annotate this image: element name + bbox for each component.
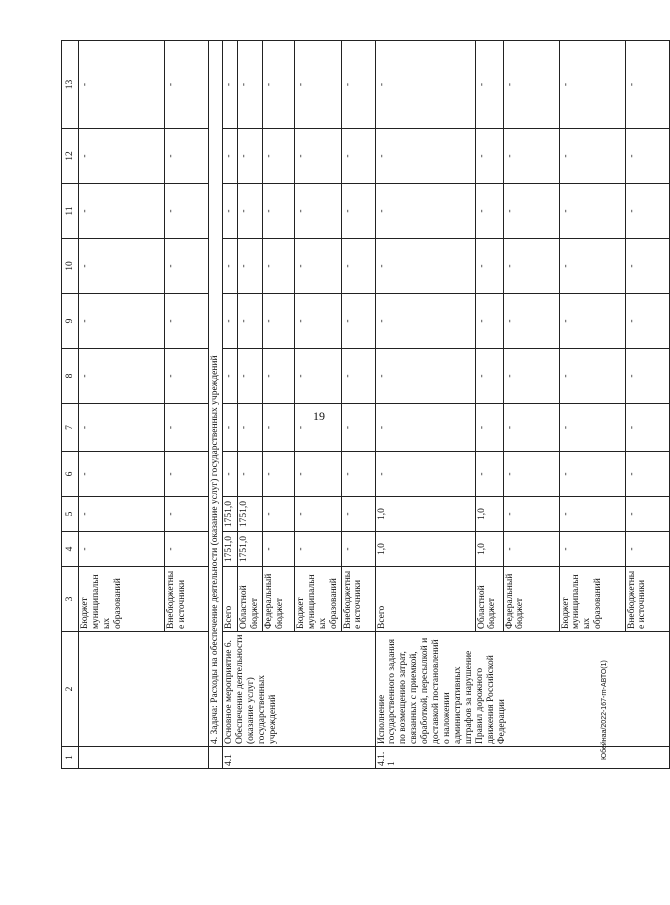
value-cell: - — [625, 404, 669, 452]
value-cell: - — [165, 452, 209, 497]
value-cell: - — [375, 452, 475, 497]
value-cell: - — [262, 452, 294, 497]
value-cell: - — [503, 239, 559, 294]
value-cell: - — [375, 294, 475, 349]
value-cell: 1751,0 — [238, 532, 263, 567]
funding-source: Областной бюджет — [238, 567, 263, 632]
value-cell: - — [165, 184, 209, 239]
value-cell: - — [238, 349, 263, 404]
value-cell: - — [475, 239, 503, 294]
value-cell: - — [79, 239, 165, 294]
value-cell: 1751,0 — [223, 532, 238, 567]
value-cell: - — [503, 404, 559, 452]
row-number-cell — [79, 747, 209, 769]
value-cell: - — [294, 41, 341, 129]
value-cell: - — [294, 349, 341, 404]
funding-source: Внебюджетные источники — [165, 567, 209, 632]
value-cell: - — [503, 349, 559, 404]
document-code: Юбейнаа/2022-167-гп-АВТО(1) — [601, 660, 608, 760]
value-cell: - — [165, 239, 209, 294]
value-cell: - — [341, 349, 375, 404]
value-cell: 1751,0 — [238, 497, 263, 532]
col-header: 3 — [62, 567, 79, 632]
col-header: 6 — [62, 452, 79, 497]
value-cell: - — [294, 184, 341, 239]
value-cell: - — [294, 129, 341, 184]
value-cell: - — [559, 404, 625, 452]
funding-source: Бюджет муниципальных образований — [559, 567, 625, 632]
value-cell: - — [475, 452, 503, 497]
funding-source: Всего — [375, 567, 475, 632]
funding-source: Федеральный бюджет — [262, 567, 294, 632]
value-cell: - — [223, 404, 238, 452]
funding-source: Бюджет муниципальных образований — [294, 567, 341, 632]
value-cell: - — [375, 41, 475, 129]
value-cell: - — [238, 452, 263, 497]
value-cell: 1,0 — [475, 532, 503, 567]
funding-source: Федеральный бюджет — [503, 567, 559, 632]
value-cell: - — [475, 184, 503, 239]
value-cell: - — [559, 497, 625, 532]
value-cell: - — [262, 294, 294, 349]
value-cell: - — [559, 349, 625, 404]
value-cell: - — [625, 184, 669, 239]
col-header: 9 — [62, 294, 79, 349]
value-cell: - — [79, 41, 165, 129]
value-cell: - — [79, 294, 165, 349]
value-cell: - — [165, 532, 209, 567]
col-header: 13 — [62, 41, 79, 129]
value-cell: - — [341, 41, 375, 129]
value-cell: - — [223, 129, 238, 184]
value-cell: - — [238, 404, 263, 452]
value-cell: - — [559, 532, 625, 567]
value-cell: - — [503, 532, 559, 567]
budget-table — [61, 40, 670, 769]
value-cell: - — [559, 41, 625, 129]
value-cell: - — [375, 129, 475, 184]
value-cell: - — [625, 532, 669, 567]
col-header: 8 — [62, 349, 79, 404]
value-cell: - — [559, 129, 625, 184]
funding-source: Бюджет муниципальных образований — [79, 567, 165, 632]
funding-source: Всего — [223, 567, 238, 632]
col-header: 1 — [62, 747, 79, 769]
value-cell: - — [223, 239, 238, 294]
col-header: 12 — [62, 129, 79, 184]
value-cell: - — [294, 497, 341, 532]
table-row — [223, 41, 238, 769]
value-cell: - — [625, 294, 669, 349]
value-cell: - — [294, 294, 341, 349]
value-cell: 1751,0 — [223, 497, 238, 532]
measure-name-cell — [79, 632, 209, 747]
col-header: 5 — [62, 497, 79, 532]
value-cell: - — [262, 129, 294, 184]
funding-source: Внебюджетные источники — [625, 567, 669, 632]
value-cell: - — [503, 41, 559, 129]
value-cell: - — [79, 129, 165, 184]
value-cell: - — [165, 497, 209, 532]
value-cell: - — [475, 404, 503, 452]
value-cell: - — [341, 184, 375, 239]
value-cell: - — [262, 349, 294, 404]
value-cell: - — [223, 349, 238, 404]
measure-name: Исполнение государственного задания по возмещению затрат, связанных с приемкой, обработкой, пересылкой и доставкой постановлений о наложении административных штрафов за нарушение Правил дорожного движения Российской Федерации — [375, 632, 669, 747]
value-cell: - — [341, 129, 375, 184]
value-cell: - — [503, 184, 559, 239]
value-cell: - — [223, 41, 238, 129]
value-cell: - — [559, 294, 625, 349]
value-cell: - — [262, 532, 294, 567]
value-cell: - — [262, 41, 294, 129]
task-title: 4. Задача: Расходы на обеспечение деятельности (оказание услуг) государственных учреждений — [209, 41, 223, 747]
value-cell: - — [375, 404, 475, 452]
col-header: 7 — [62, 404, 79, 452]
value-cell: - — [238, 239, 263, 294]
table-row — [375, 41, 475, 769]
value-cell: - — [375, 184, 475, 239]
value-cell: - — [165, 129, 209, 184]
value-cell: - — [475, 349, 503, 404]
value-cell: - — [238, 41, 263, 129]
value-cell: - — [262, 404, 294, 452]
value-cell: - — [262, 497, 294, 532]
funding-source: Областной бюджет — [475, 567, 503, 632]
value-cell: - — [294, 239, 341, 294]
value-cell: - — [165, 41, 209, 129]
value-cell: - — [238, 184, 263, 239]
value-cell: - — [625, 497, 669, 532]
col-header: 2 — [62, 632, 79, 747]
value-cell: - — [625, 41, 669, 129]
value-cell: - — [79, 349, 165, 404]
value-cell: - — [503, 294, 559, 349]
value-cell: - — [475, 41, 503, 129]
value-cell: - — [341, 239, 375, 294]
value-cell: - — [625, 452, 669, 497]
value-cell: - — [475, 294, 503, 349]
value-cell: - — [625, 239, 669, 294]
value-cell: - — [79, 497, 165, 532]
value-cell: - — [294, 452, 341, 497]
value-cell: - — [341, 404, 375, 452]
funding-source: Внебюджетные источники — [341, 567, 375, 632]
value-cell: - — [262, 239, 294, 294]
col-header: 11 — [62, 184, 79, 239]
value-cell: - — [559, 184, 625, 239]
value-cell: - — [165, 404, 209, 452]
value-cell: - — [503, 129, 559, 184]
value-cell: - — [79, 184, 165, 239]
value-cell: - — [341, 452, 375, 497]
value-cell: - — [625, 349, 669, 404]
value-cell: - — [165, 294, 209, 349]
col-header: 4 — [62, 532, 79, 567]
value-cell: - — [559, 239, 625, 294]
value-cell: - — [294, 404, 341, 452]
task-row — [209, 41, 223, 769]
value-cell: - — [475, 129, 503, 184]
value-cell: - — [503, 497, 559, 532]
value-cell: - — [262, 184, 294, 239]
value-cell: 1,0 — [375, 532, 475, 567]
table-row — [79, 41, 165, 769]
value-cell: - — [79, 404, 165, 452]
value-cell: 1,0 — [375, 497, 475, 532]
col-header: 10 — [62, 239, 79, 294]
value-cell: - — [79, 532, 165, 567]
measure-name: Основное мероприятие 6. Обеспечение деятельности (оказание услуг) государственных учреждений — [223, 632, 376, 747]
value-cell: - — [223, 452, 238, 497]
value-cell: - — [341, 497, 375, 532]
header-row — [62, 41, 79, 769]
task-cell — [209, 747, 223, 769]
value-cell: - — [238, 294, 263, 349]
value-cell: - — [165, 349, 209, 404]
row-number: 4.1.1 — [375, 747, 669, 769]
value-cell: - — [341, 294, 375, 349]
value-cell: - — [559, 452, 625, 497]
value-cell: - — [375, 349, 475, 404]
row-number: 4.1 — [223, 747, 376, 769]
value-cell: - — [503, 452, 559, 497]
value-cell: - — [238, 129, 263, 184]
value-cell: - — [223, 184, 238, 239]
value-cell: - — [79, 452, 165, 497]
value-cell: - — [375, 239, 475, 294]
value-cell: - — [625, 129, 669, 184]
page-number: 19 — [313, 409, 325, 423]
value-cell: - — [223, 294, 238, 349]
value-cell: - — [341, 532, 375, 567]
value-cell: - — [294, 532, 341, 567]
value-cell: 1,0 — [475, 497, 503, 532]
